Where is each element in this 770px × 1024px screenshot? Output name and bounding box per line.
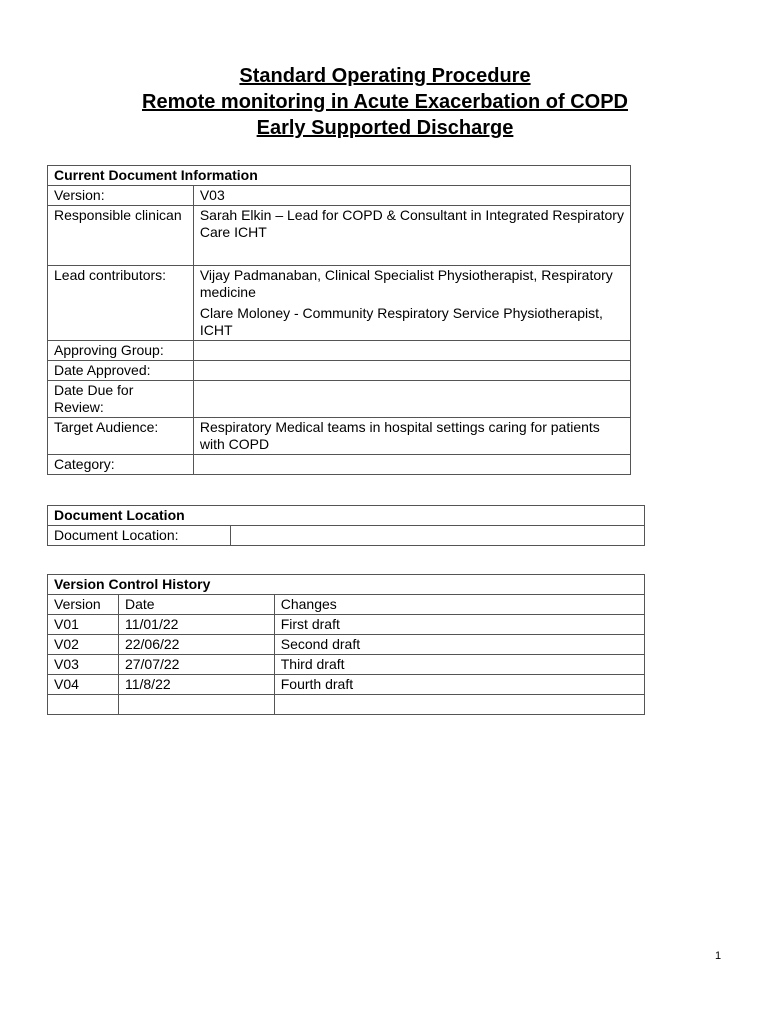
changes-cell: First draft bbox=[274, 615, 644, 635]
approving-group-label: Approving Group: bbox=[48, 341, 194, 361]
contributor-1: Vijay Padmanaban, Clinical Specialist Physiotherapist, Respiratory medicine bbox=[199, 267, 613, 300]
document-title-line-2: Remote monitoring in Acute Exacerbation of COPD bbox=[142, 91, 628, 113]
table-row bbox=[48, 675, 645, 695]
table-row bbox=[48, 506, 645, 526]
document-title-line-1: Standard Operating Procedure bbox=[239, 65, 531, 87]
table-row bbox=[48, 341, 631, 361]
table-row bbox=[48, 695, 645, 715]
version-value: V03 bbox=[193, 186, 630, 206]
page-number: 1 bbox=[715, 950, 722, 962]
table-header: Version Control History bbox=[48, 575, 645, 595]
table-row bbox=[48, 206, 631, 266]
date-cell: 22/06/22 bbox=[118, 635, 274, 655]
category-value bbox=[193, 455, 630, 475]
clinician-value: Sarah Elkin – Lead for COPD & Consultant in Integrated Respiratory Care ICHT bbox=[193, 206, 630, 266]
table-row bbox=[48, 575, 645, 595]
contributors-label: Lead contributors: bbox=[48, 266, 194, 341]
column-header-changes: Changes bbox=[274, 595, 644, 615]
table-header: Document Location bbox=[48, 506, 645, 526]
table-row bbox=[48, 655, 645, 675]
version-cell: V03 bbox=[48, 655, 119, 675]
date-cell: 11/8/22 bbox=[118, 675, 274, 695]
target-audience-value: Respiratory Medical teams in hospital settings caring for patients with COPD bbox=[193, 418, 630, 455]
target-audience-label: Target Audience: bbox=[48, 418, 194, 455]
date-approved-label: Date Approved: bbox=[48, 361, 194, 381]
table-row bbox=[48, 635, 645, 655]
date-approved-value bbox=[193, 361, 630, 381]
document-location-value bbox=[230, 526, 644, 546]
table-row bbox=[48, 418, 631, 455]
changes-cell: Fourth draft bbox=[274, 675, 644, 695]
version-cell: V01 bbox=[48, 615, 119, 635]
clinician-label: Responsible clinican bbox=[48, 206, 194, 266]
version-cell: V04 bbox=[48, 675, 119, 695]
contributor-2: Clare Moloney - Community Respiratory Service Physiotherapist, ICHT bbox=[199, 305, 603, 338]
date-cell bbox=[118, 695, 274, 715]
date-cell: 27/07/22 bbox=[118, 655, 274, 675]
table-row bbox=[48, 166, 631, 186]
changes-cell: Second draft bbox=[274, 635, 644, 655]
version-cell: V02 bbox=[48, 635, 119, 655]
approving-group-value bbox=[193, 341, 630, 361]
table-row bbox=[48, 361, 631, 381]
version-cell bbox=[48, 695, 119, 715]
contributors-value bbox=[193, 266, 630, 341]
changes-cell bbox=[274, 695, 644, 715]
review-date-label: Date Due for Review: bbox=[48, 381, 194, 418]
table-row bbox=[48, 615, 645, 635]
column-header-date: Date bbox=[118, 595, 274, 615]
table-row bbox=[48, 455, 631, 475]
table-row bbox=[48, 266, 631, 341]
column-header-version: Version bbox=[48, 595, 119, 615]
version-label: Version: bbox=[48, 186, 194, 206]
review-date-value bbox=[193, 381, 630, 418]
changes-cell: Third draft bbox=[274, 655, 644, 675]
document-info-table bbox=[47, 165, 631, 475]
document-location-table bbox=[47, 505, 645, 546]
date-cell: 11/01/22 bbox=[118, 615, 274, 635]
table-row bbox=[48, 595, 645, 615]
document-location-label: Document Location: bbox=[48, 526, 231, 546]
table-row bbox=[48, 526, 645, 546]
version-history-table bbox=[47, 574, 645, 715]
table-row bbox=[48, 186, 631, 206]
table-row bbox=[48, 381, 631, 418]
document-title-line-3: Early Supported Discharge bbox=[256, 117, 514, 139]
category-label: Category: bbox=[48, 455, 194, 475]
table-header: Current Document Information bbox=[48, 166, 631, 186]
